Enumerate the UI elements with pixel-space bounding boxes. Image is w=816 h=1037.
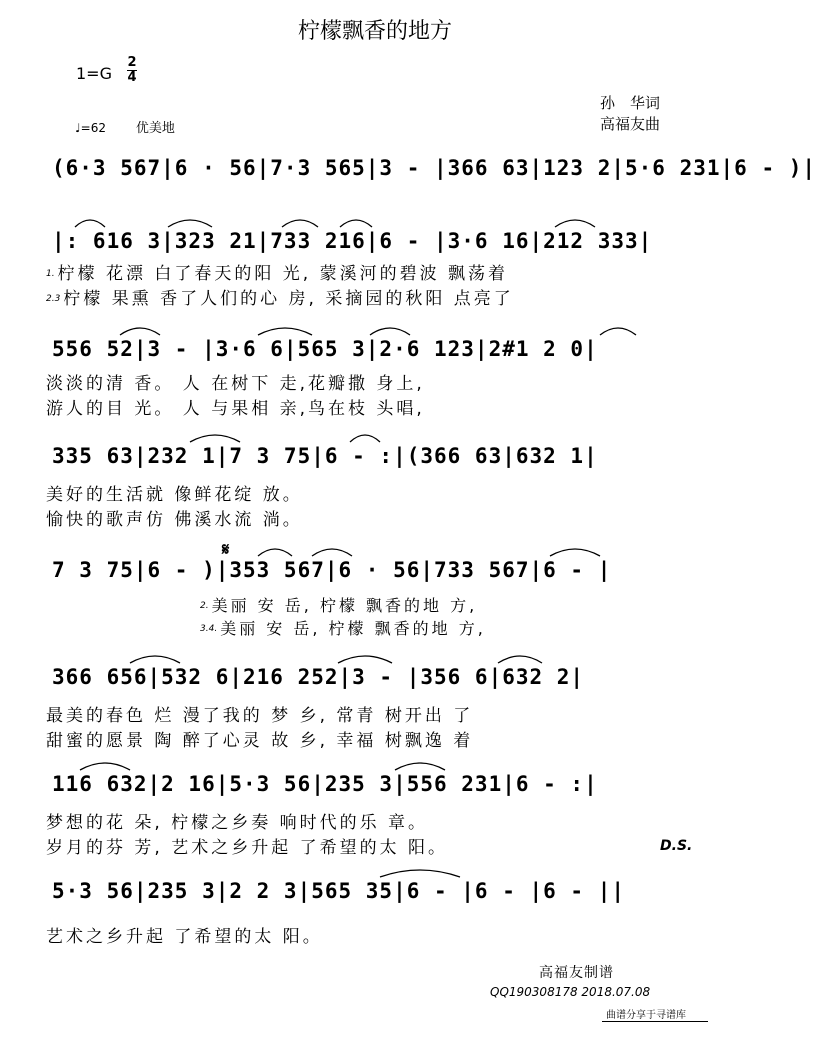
lyric-text: 柠檬 果熏 香了人们的心 房, 采摘园的秋阳 点亮了 [63,289,514,309]
staff-row: (6·3 567|6 · 56|7·3 565|3 - |366 63|123 2|5·6 231|6 - )| [52,156,816,180]
lyric-text: 甜蜜的愿景 陶 醉了心灵 故 乡, 幸福 树飘逸 着 [46,731,474,751]
lyric-text: 最美的春色 烂 漫了我的 梦 乡, 常青 树开出 了 [46,706,474,726]
lyric-text: 游人的目 光。 人 与果相 亲,鸟在枝 头唱, [46,399,425,419]
lyric-text: 美丽 安 岳, 柠檬 飘香的地 方, [211,596,478,615]
staff-row: 366 656|532 6|216 252|3 - |356 6|632 2| [52,665,585,689]
tempo-marking: 优美地 [135,121,175,136]
transcriber-credit: 高福友制谱 [539,965,614,981]
staff-row: |: 616 3|323 21|733 216|6 - |3·6 16|212 333| [52,229,653,253]
tempo-value: ♩=62 [75,121,106,135]
verse-number: 2. [200,601,209,611]
lyric-text: 艺术之乡升起 了希望的太 阳。 [46,927,323,947]
lyric-text: 美丽 安 岳, 柠檬 飘香的地 方, [220,619,486,638]
time-denominator: 4 [127,70,137,85]
key-signature: 1=G [76,64,112,83]
lyric-text: 淡淡的清 香。 人 在树下 走,花瓣撒 身上, [46,374,425,394]
staff-row: 335 63|232 1|7 3 75|6 - :|(366 63|632 1| [52,444,598,468]
composer: 高福友曲 [600,115,661,133]
staff-row: 7 3 75|6 - )|353 567|6 · 56|733 567|6 - | [52,558,612,582]
lyricist: 孙 华词 [600,94,661,112]
lyric-text: 美好的生活就 像鲜花绽 放。 [46,485,303,505]
time-numerator: 2 [127,55,137,70]
lyric-text: 梦想的花 朵, 柠檬之乡奏 响时代的乐 章。 [46,813,429,833]
lyric-text: 柠檬 花漂 白了春天的阳 光, 蒙溪河的碧波 飘荡着 [57,264,509,284]
verse-number: 1. [46,269,55,279]
site-watermark: 曲谱分享于寻谱库 [606,1010,686,1021]
contact-date: QQ190308178 2018.07.08 [490,985,651,999]
song-title: 柠檬飘香的地方 [297,19,452,44]
dal-segno-marking: D.S. [660,838,693,854]
segno-symbol: 𝄋 [222,540,230,560]
verse-number: 2.3 [46,294,61,304]
lyric-text: 愉快的歌声仿 佛溪水流 淌。 [46,510,303,530]
staff-row: 5·3 56|235 3|2 2 3|565 35|6 - |6 - |6 - || [52,879,626,903]
staff-row: 116 632|2 16|5·3 56|235 3|556 231|6 - :| [52,772,598,796]
lyric-text: 岁月的芬 芳, 艺术之乡升起 了希望的太 阳。 [46,838,449,858]
staff-row: 556 52|3 - |3·6 6|565 3|2·6 123|2#1 2 0| [52,337,598,361]
verse-number: 3.4. [200,624,218,634]
